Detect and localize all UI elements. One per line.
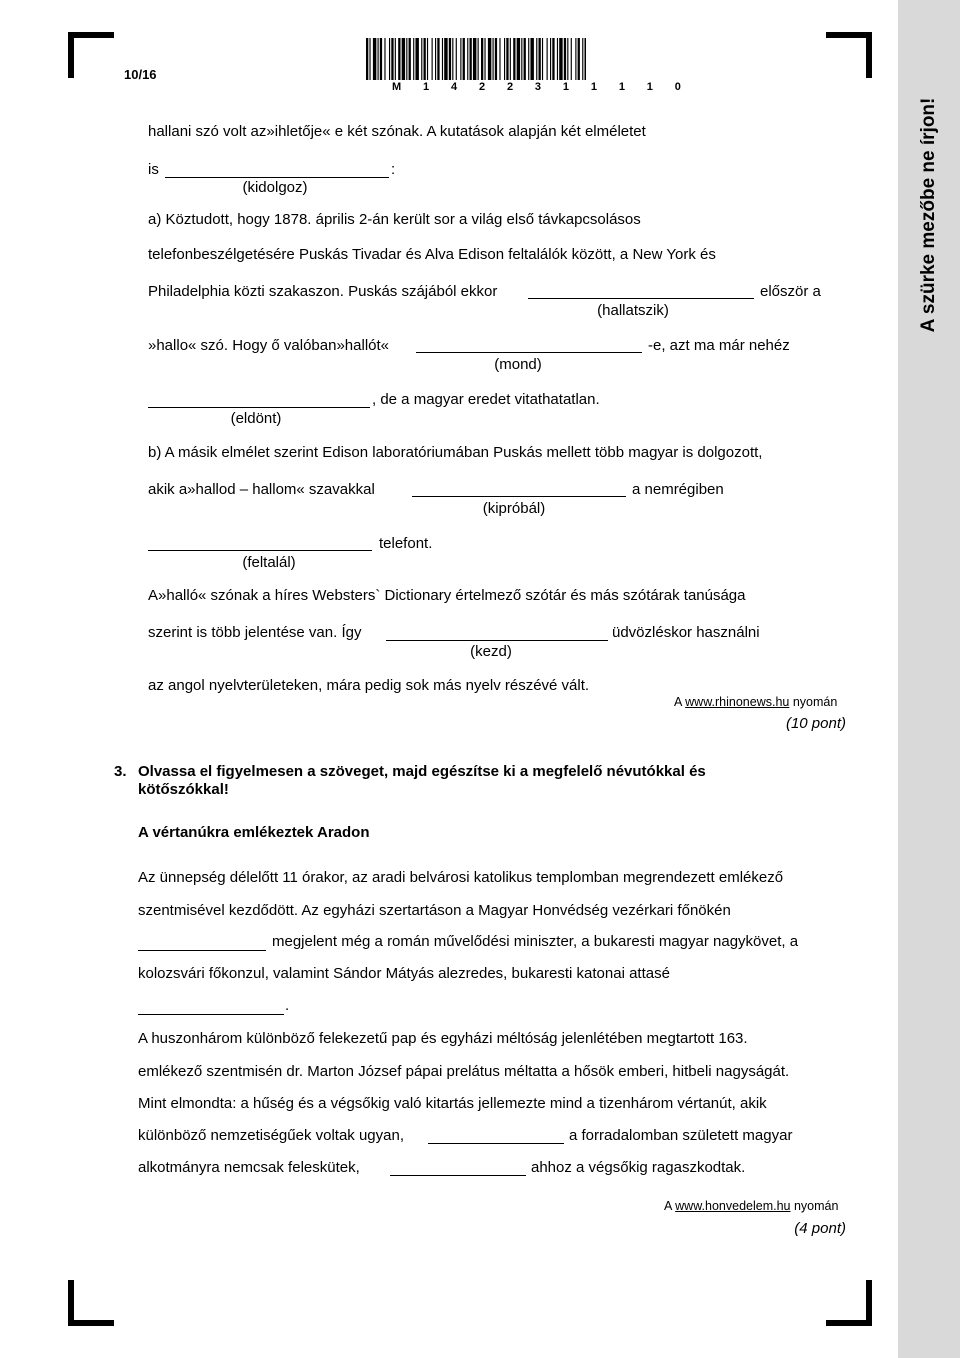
fill-in-blank-kidolgoz[interactable]	[165, 177, 389, 178]
text-line: ahhoz a végsőkig ragaszkodtak.	[531, 1159, 746, 1176]
text-line: szentmisével kezdődött. Az egyházi szertartáson a Magyar Honvédség vezérkari főnökén	[138, 902, 731, 919]
text-line: -e, azt ma már nehéz	[648, 337, 790, 354]
fill-in-blank-4[interactable]	[390, 1175, 526, 1176]
text-line: Philadelphia közti szakaszon. Puskás szájából ekkor	[148, 283, 498, 300]
source-suffix: nyomán	[793, 1199, 839, 1213]
text-line: kolozsvári főkonzul, valamint Sándor Mátyás alezredes, bukaresti katonai attasé	[138, 965, 670, 982]
barcode	[366, 38, 586, 80]
fill-in-blank-feltalal[interactable]	[148, 550, 372, 551]
text-line: Mint elmondta: a hűség és a végsőkig való kitartás jellemezte mind a tizenhárom vértanút, akik	[138, 1095, 767, 1112]
text-line: Az ünnepség délelőtt 11 órakor, az aradi belvárosi katolikus templomban megrendezett emlékező	[138, 869, 784, 886]
article-title: A vértanúkra emlékeztek Aradon	[138, 824, 370, 841]
verb-hint: (kezd)	[470, 643, 512, 660]
source-prefix: A	[664, 1199, 672, 1213]
text-line: telefonbeszélgetésére Puskás Tivadar és Alva Edison feltalálók között, a New York és	[148, 246, 716, 263]
sidebar-warning-text: A szürke mezőbe ne írjon!	[918, 97, 939, 333]
text-line: A huszonhárom különböző felekezetű pap és egyházi méltóság jelenlétében megtartott 163.	[138, 1030, 748, 1047]
text-line: :	[391, 161, 396, 178]
source-link[interactable]: www.rhinonews.hu	[685, 695, 790, 709]
points-label: (10 pont)	[785, 715, 846, 732]
task-number: 3.	[114, 763, 127, 780]
barcode-digits: M 1 4 2 2 3 1 1 1 1 0	[392, 81, 691, 93]
source-suffix: nyomán	[792, 695, 838, 709]
points-label: (4 pont)	[794, 1220, 846, 1237]
text-line: emlékező szentmisén dr. Marton József pápai prelátus méltatta a hősök emberi, hitbeli nagyságát.	[138, 1063, 790, 1080]
verb-hint: (feltalál)	[242, 554, 296, 571]
verb-hint: (eldönt)	[230, 410, 282, 427]
source-link[interactable]: www.honvedelem.hu	[675, 1199, 791, 1213]
text-line: megjelent még a román művelődési miniszter, a bukaresti magyar nagykövet, a	[272, 933, 799, 950]
fill-in-blank-3[interactable]	[428, 1143, 564, 1144]
fill-in-blank-1[interactable]	[138, 950, 266, 951]
source-prefix: A	[674, 695, 682, 709]
source-citation	[674, 695, 837, 709]
text-line: .	[285, 997, 290, 1014]
text-line: telefont.	[379, 535, 433, 552]
text-line: a forradalomban született magyar	[569, 1127, 793, 1144]
task-instruction: kötőszókkal!	[138, 781, 229, 798]
text-line: alkotmányra nemcsak feleskütek,	[138, 1159, 360, 1176]
text-line: üdvözléskor használni	[612, 624, 760, 641]
fill-in-blank-kiprobal[interactable]	[412, 496, 626, 497]
text-line: »hallo« szó. Hogy ő valóban»hallót«	[148, 337, 390, 354]
text-line: először a	[760, 283, 821, 300]
task-instruction: Olvassa el figyelmesen a szöveget, majd egészítse ki a megfelelő névutókkal és	[138, 763, 706, 780]
text-line: az angol nyelvterületeken, mára pedig sok más nyelv részévé vált.	[148, 677, 590, 694]
verb-hint: (kidolgoz)	[242, 179, 308, 196]
text-line: hallani szó volt az»ihletője« e két szónak. A kutatások alapján két elméletet	[148, 123, 646, 140]
text-line: is	[148, 161, 159, 178]
text-line: a nemrégiben	[632, 481, 724, 498]
verb-hint: (kipróbál)	[482, 500, 546, 517]
fill-in-blank-mond[interactable]	[416, 352, 642, 353]
text-line: különböző nemzetiségűek voltak ugyan,	[138, 1127, 405, 1144]
text-line: akik a»hallod – hallom« szavakkal	[148, 481, 375, 498]
text-line: A»halló« szónak a híres Websters` Dictionary értelmező szótár és más szótárak tanúsága	[148, 587, 746, 604]
text-line: , de a magyar eredet vitathatatlan.	[372, 391, 600, 408]
text-line: a) Köztudott, hogy 1878. április 2-án került sor a világ első távkapcsolásos	[148, 211, 641, 228]
fill-in-blank-hallatszik[interactable]	[528, 298, 754, 299]
text-line: b) A másik elmélet szerint Edison laboratóriumában Puskás mellett több magyar is dolgozott,	[148, 444, 763, 461]
verb-hint: (hallatszik)	[597, 302, 669, 319]
verb-hint: (mond)	[494, 356, 542, 373]
text-line: szerint is több jelentése van. Így	[148, 624, 362, 641]
source-citation	[664, 1199, 838, 1213]
page-number: 10/16	[124, 67, 157, 82]
fill-in-blank-eldont[interactable]	[148, 407, 370, 408]
fill-in-blank-2[interactable]	[138, 1014, 284, 1015]
fill-in-blank-kezd[interactable]	[386, 640, 608, 641]
